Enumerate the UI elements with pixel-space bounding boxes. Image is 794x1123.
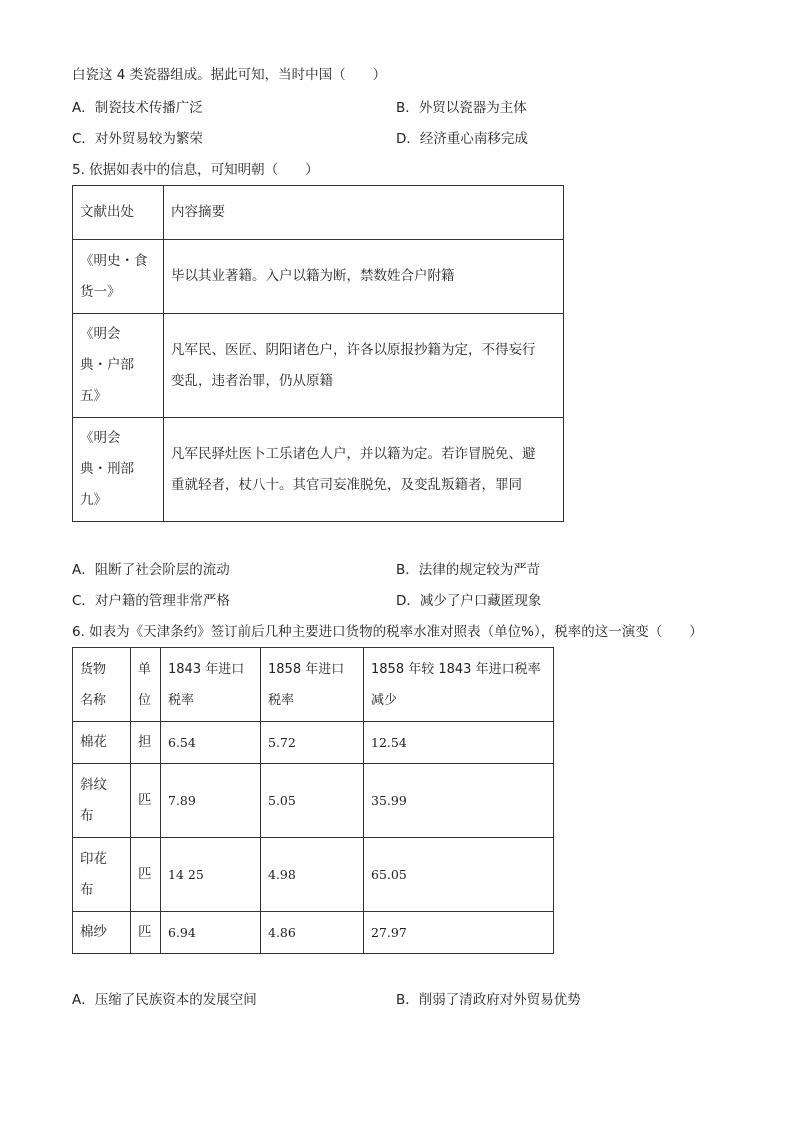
cell-line: 位 — [138, 692, 152, 708]
cell-line: 棉纱 — [80, 924, 107, 940]
rate-1858-cell: 4.98 — [261, 838, 364, 912]
reduction-cell: 12.54 — [364, 722, 554, 764]
table-row — [73, 722, 554, 764]
reduction-cell: 35.99 — [364, 764, 554, 838]
cell-line: 印花 — [80, 850, 107, 867]
rate-1843-cell: 7.89 — [161, 764, 261, 838]
source-cell — [73, 418, 164, 522]
cell-line: 减少 — [371, 692, 398, 708]
reduction-cell: 65.05 — [364, 838, 554, 912]
cell-line: 五》 — [80, 388, 107, 404]
table-row — [73, 240, 564, 314]
unit-cell: 匹 — [131, 838, 161, 912]
cell-line: 货物 — [80, 661, 107, 677]
cell-line: 布 — [80, 807, 94, 824]
unit-cell: 担 — [131, 722, 161, 764]
cell-line: 1843 年进口 — [168, 661, 245, 677]
q4-stem-tail: 白瓷这 4 类瓷器组成。据此可知，当时中国（ ） — [72, 67, 387, 83]
rate-1843-cell: 6.94 — [161, 912, 261, 954]
content-cell — [164, 418, 564, 522]
source-cell — [73, 314, 164, 418]
q4-option-a: A．制瓷技术传播广泛 — [72, 100, 203, 116]
cell-line: 典・户部 — [80, 357, 134, 373]
cell-line: 九》 — [80, 492, 107, 508]
q4-option-c: C．对外贸易较为繁荣 — [72, 131, 203, 147]
cell-line: 《明史・食 — [80, 252, 148, 269]
table-header-row — [73, 186, 564, 240]
unit-cell: 匹 — [131, 764, 161, 838]
q5-option-a: A．阻断了社会阶层的流动 — [72, 562, 230, 578]
table-header-cell — [73, 648, 131, 722]
q5-table — [72, 185, 564, 522]
table-header-cell: 内容摘要 — [164, 186, 564, 240]
rate-1843-cell: 14 25 — [161, 838, 261, 912]
cell-line: 布 — [80, 881, 94, 898]
cell-line: 税率 — [168, 692, 195, 708]
cell-line: 货一》 — [80, 283, 121, 300]
content-cell — [164, 314, 564, 418]
cell-line: 《明会 — [80, 430, 121, 446]
cell-line: 棉花 — [80, 734, 107, 750]
table-row — [73, 912, 554, 954]
cell-line: 《明会 — [80, 326, 121, 342]
rate-1843-cell: 6.54 — [161, 722, 261, 764]
q5-option-d: D．减少了户口藏匿现象 — [396, 593, 542, 609]
cell-line: 重就轻者，杖八十。其官司妄准脱免，及变乱叛籍者，罪同 — [171, 476, 522, 493]
table-row — [73, 418, 564, 522]
table-header-cell — [131, 648, 161, 722]
reduction-cell: 27.97 — [364, 912, 554, 954]
q5-option-b: B．法律的规定较为严苛 — [396, 562, 541, 578]
table-row — [73, 764, 554, 838]
content-cell — [164, 240, 564, 314]
q4-option-d: D．经济重心南移完成 — [396, 131, 528, 147]
table-row — [73, 314, 564, 418]
cell-line: 毕以其业著籍。入户以籍为断，禁数姓合户附籍 — [171, 268, 455, 284]
q6-stem: 6. 如表为《天津条约》签订前后几种主要进口货物的税率水准对照表（单位%），税率的这一演变（ ） — [72, 624, 703, 640]
table-header-cell — [364, 648, 554, 722]
rate-1858-cell: 4.86 — [261, 912, 364, 954]
cell-line: 1858 年进口 — [268, 661, 345, 677]
table-header-row — [73, 648, 554, 722]
cell-line: 名称 — [80, 692, 107, 708]
cell-line: 单 — [138, 661, 152, 677]
table-header-cell: 文献出处 — [73, 186, 164, 240]
goods-cell — [73, 838, 131, 912]
table-header-cell — [261, 648, 364, 722]
goods-cell — [73, 722, 131, 764]
cell-line: 凡军民、医匠、阴阳诸色户，许各以原报抄籍为定，不得妄行 — [171, 341, 536, 358]
goods-cell — [73, 912, 131, 954]
table-row — [73, 838, 554, 912]
cell-line: 1858 年较 1843 年进口税率 — [371, 661, 541, 677]
cell-line: 凡军民驿灶医卜工乐诸色人户，并以籍为定。若诈冒脱免、避 — [171, 445, 536, 462]
cell-line: 典・刑部 — [80, 461, 134, 477]
q5-stem: 5. 依据如表中的信息，可知明朝（ ） — [72, 162, 319, 178]
cell-line: 税率 — [268, 692, 295, 708]
cell-line: 变乱，违者治罪，仍从原籍 — [171, 372, 333, 389]
cell-line: 斜纹 — [80, 776, 107, 793]
unit-cell: 匹 — [131, 912, 161, 954]
q4-option-b: B．外贸以瓷器为主体 — [396, 100, 527, 116]
q6-option-a: A．压缩了民族资本的发展空间 — [72, 992, 257, 1008]
q6-table — [72, 647, 554, 954]
goods-cell — [73, 764, 131, 838]
rate-1858-cell: 5.05 — [261, 764, 364, 838]
q5-option-c: C．对户籍的管理非常严格 — [72, 593, 230, 609]
q6-option-b: B．削弱了清政府对外贸易优势 — [396, 992, 581, 1008]
source-cell — [73, 240, 164, 314]
table-header-cell — [161, 648, 261, 722]
rate-1858-cell: 5.72 — [261, 722, 364, 764]
